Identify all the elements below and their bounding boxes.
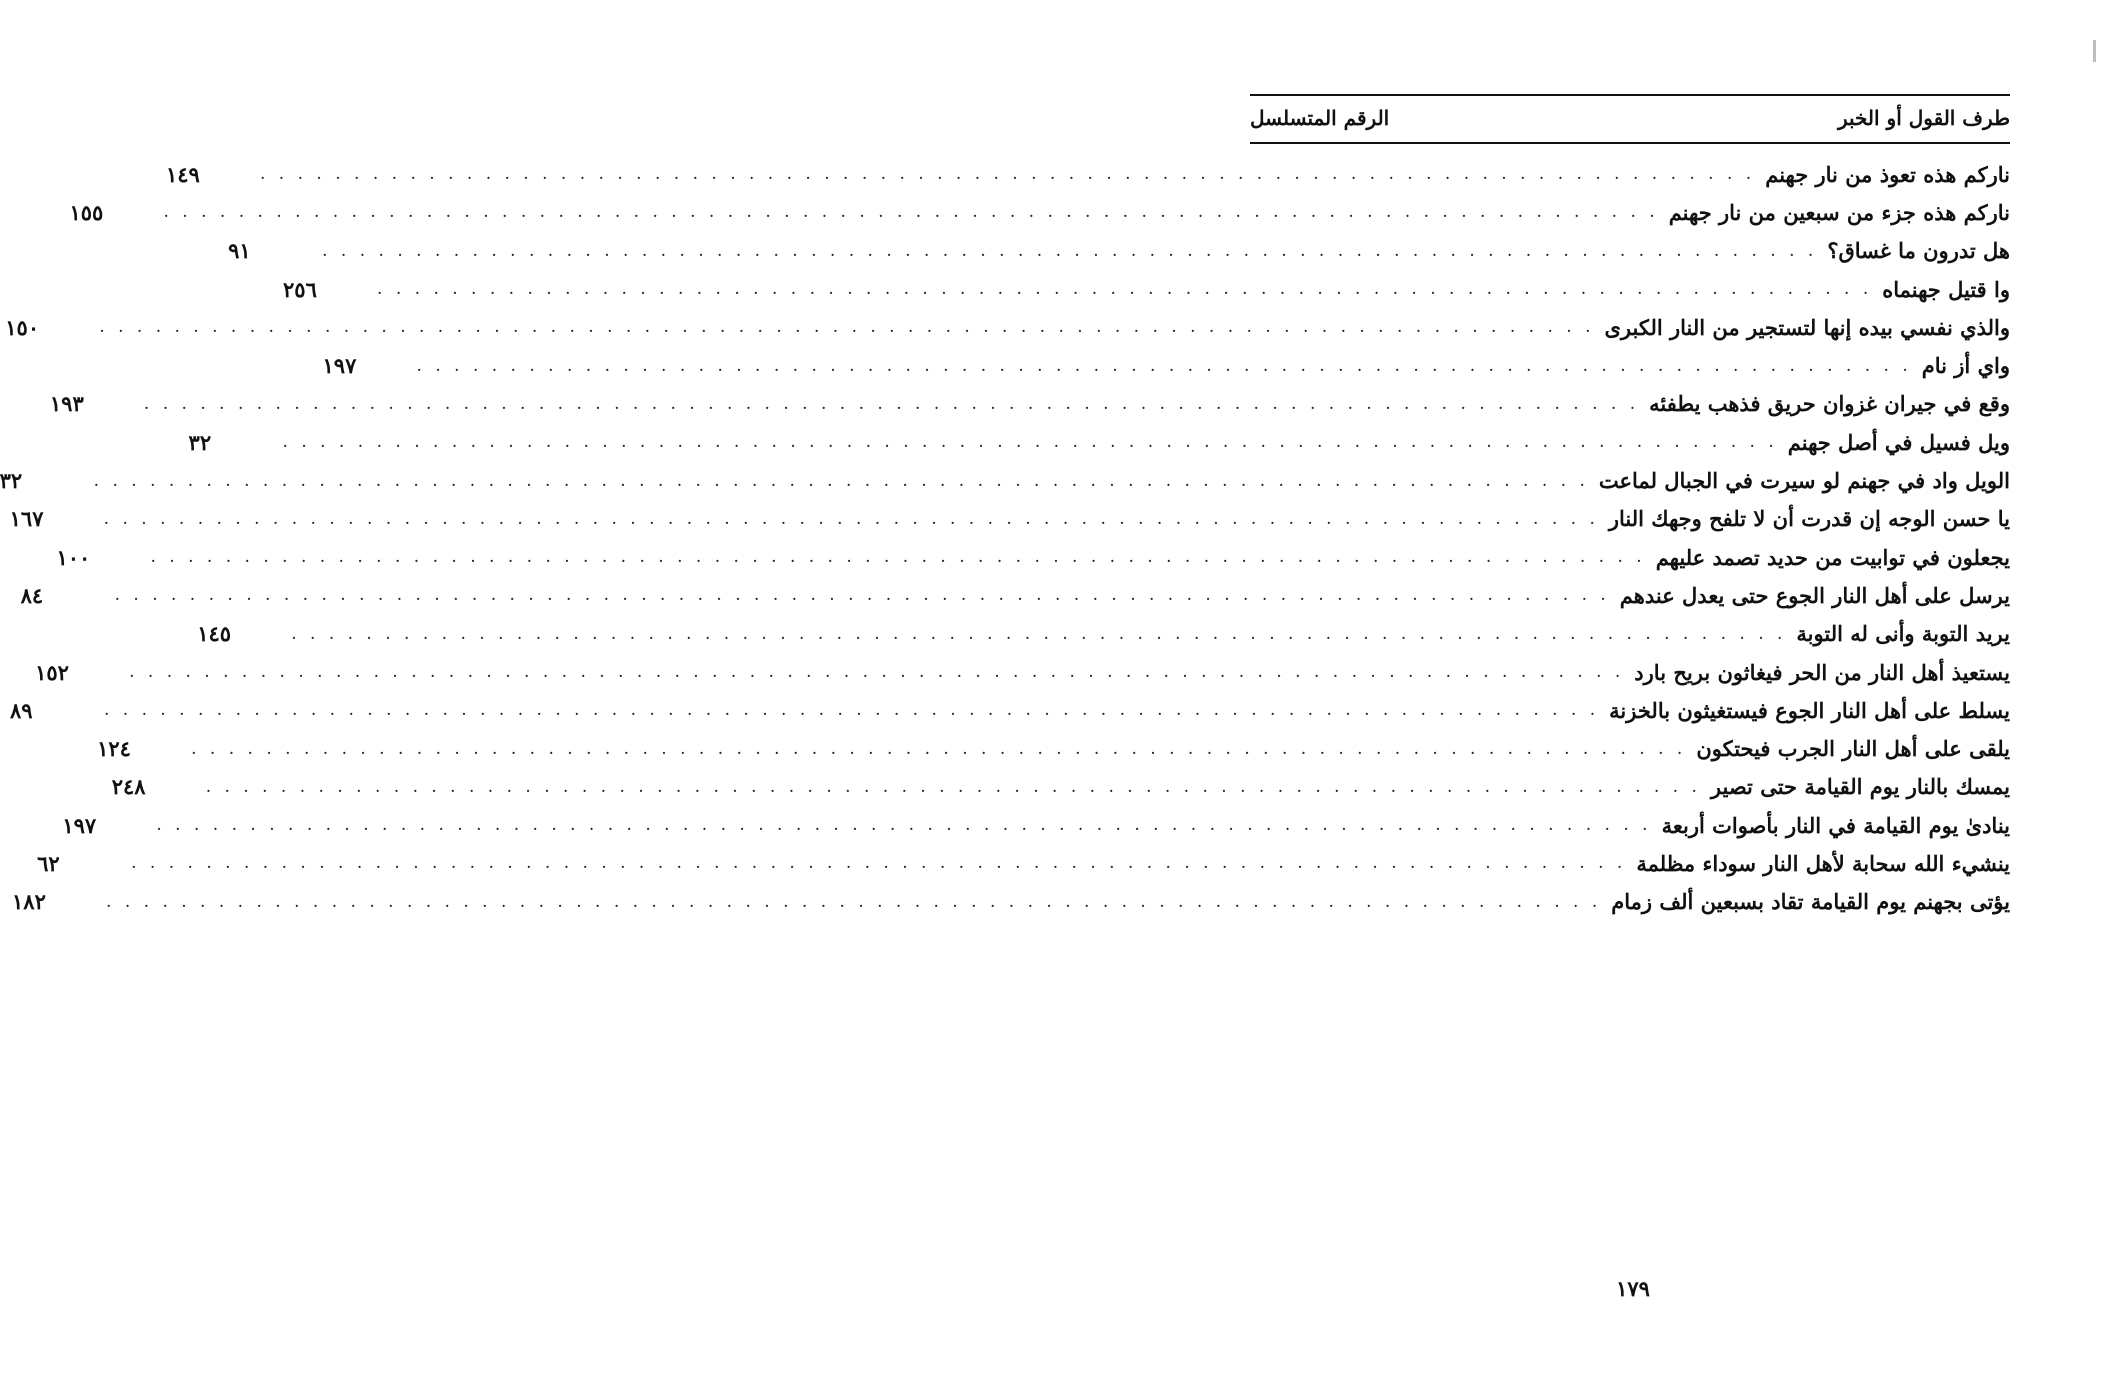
entry-phrase: ناركم هذه جزء من سبعين من نار جهنم [1668,199,2010,225]
index-entry [9,691,2010,729]
entry-serial-number: ٦٢ [37,850,60,876]
entry-serial-number: ١٤٥ [197,621,232,647]
index-entry [97,729,2010,767]
dot-leader: . . . . . . . . . . . . . . . . . . . . . . . . . . . . . . . . . . . . . . . . . . . . . . . . . . . . . . . . . . . . . . . . . . . . . . . . . . . . . . . . [143,393,1640,414]
entry-phrase: وا قتيل جهنماه [1882,276,2010,302]
entry-phrase: يلقى على أهل النار الجرب فيحتكون [1696,736,2010,762]
entry-phrase: يا حسن الوجه إن قدرت أن لا تلفح وجهك النار [1608,506,2010,532]
entry-serial-number: ١٥٠ [5,314,40,340]
table-header [1250,98,2010,138]
dot-leader: . . . . . . . . . . . . . . . . . . . . . . . . . . . . . . . . . . . . . . . . . . . . . . . . . . . . . . . . . . . . . . . . . . . . . . . . . . . . . . . . [282,432,1778,453]
entry-phrase: يؤتى بجهنم يوم القيامة تقاد بسبعين ألف زمام [1611,889,2010,915]
index-entry [9,500,2010,538]
dot-leader: . . . . . . . . . . . . . . . . . . . . . . . . . . . . . . . . . . . . . . . . . . . . . . . . . . . . . . . . . . . . . . . . . . . . . . . . . . . . . . . . [156,815,1652,836]
scan-artifact [2093,40,2096,62]
entry-serial-number: ٢٤٨ [111,774,146,800]
entry-serial-number: ١٩٧ [322,353,357,379]
dot-leader: . . . . . . . . . . . . . . . . . . . . . . . . . . . . . . . . . . . . . . . . . . . . . . . . . . . . . . . . . . . . . . . . . . . . . . . . . . . . . . . . [99,317,1595,338]
index-entry [283,270,2010,308]
header-rule [1250,142,2010,144]
entry-phrase: والذي نفسي بيده إنها لتستجير من النار الكبرى [1604,314,2010,340]
entry-serial-number: ٨٤ [20,582,44,608]
dot-leader: . . . . . . . . . . . . . . . . . . . . . . . . . . . . . . . . . . . . . . . . . . . . . . . . . . . . . . . . . . . . . . . . . . . . . . . . . . . . . . . . [129,662,1625,682]
index-entries [0,155,2010,921]
dot-leader: . . . . . . . . . . . . . . . . . . . . . . . . . . . . . . . . . . . . . . . . . . . . . . . . . . . . . . . . . . . . . . . . . . . . . . . . . . . . . . . . [191,738,1687,759]
entry-serial-number: ١٩٧ [62,812,97,838]
entry-serial-number: ٨٩ [9,697,33,723]
index-entry [69,193,2010,231]
page-number: ١٧٩ [1616,1276,1650,1301]
entry-phrase: يرسل على أهل النار الجوع حتى يعدل عندهم [1619,582,2010,608]
dot-leader: . . . . . . . . . . . . . . . . . . . . . . . . . . . . . . . . . . . . . . . . . . . . . . . . . . . . . . . . . . . . . . . . . . . . . . . . . . . . . . . . [163,202,1659,223]
index-entry [111,768,2010,806]
dot-leader: . . . . . . . . . . . . . . . . . . . . . . . . . . . . . . . . . . . . . . . . . . . . . . . . . . . . . . . . . . . . . . . . . . . . . . . . . . . . . . . . [106,891,1602,912]
dot-leader: . . . . . . . . . . . . . . . . . . . . . . . . . . . . . . . . . . . . . . . . . . . . . . . . . . . . . . . . . . . . . . . . . . . . . . . . . . . . . . . . [93,470,1589,491]
entry-phrase: يجعلون في توابيت من حديد تصمد عليهم [1655,544,2010,570]
entry-phrase: ناركم هذه تعوذ من نار جهنم [1765,161,2010,187]
entry-phrase: الويل واد في جهنم لو سيرت في الجبال لماعت [1598,468,2010,494]
entry-serial-number: ١٤٩ [166,161,200,187]
entry-phrase: واي أز نام [1921,353,2010,379]
entry-phrase: ينادىٰ يوم القيامة في النار بأصوات أربعة [1661,812,2010,838]
index-entry [197,615,2010,653]
dot-leader: . . . . . . . . . . . . . . . . . . . . . . . . . . . . . . . . . . . . . . . . . . . . . . . . . . . . . . . . . . . . . . . . . . . . . . . . . . . . . . . . [205,776,1701,797]
dot-leader: . . . . . . . . . . . . . . . . . . . . . . . . . . . . . . . . . . . . . . . . . . . . . . . . . . . . . . . . . . . . . . . . . . . . . . . . . . . . . . . . [103,508,1599,529]
entry-phrase: يسلط على أهل النار الجوع فيستغيثون بالخزنة [1609,697,2010,723]
index-entry [166,155,2010,193]
dot-leader: . . . . . . . . . . . . . . . . . . . . . . . . . . . . . . . . . . . . . . . . . . . . . . . . . . . . . . . . . . . . . . . . . . . . . . . . . . . . . . . . [260,164,1756,185]
index-entry [12,883,2010,921]
dot-leader: . . . . . . . . . . . . . . . . . . . . . . . . . . . . . . . . . . . . . . . . . . . . . . . . . . . . . . . . . . . . . . . . . . . . . . . . . . . . . . . . [131,853,1627,874]
entry-phrase: يمسك بالنار يوم القيامة حتى تصير [1710,774,2010,800]
entry-serial-number: ٣٢ [0,468,23,494]
entry-serial-number: ١٥٢ [35,659,69,685]
entry-phrase: يستعيذ أهل النار من الحر فيغاثون بريح بارد [1634,659,2010,685]
entry-serial-number: ١٨٢ [12,889,46,915]
entry-serial-number: ١٠٠ [56,544,91,570]
entry-phrase: هل تدرون ما غساق؟ [1827,238,2010,264]
dot-leader: . . . . . . . . . . . . . . . . . . . . . . . . . . . . . . . . . . . . . . . . . . . . . . . . . . . . . . . . . . . . . . . . . . . . . . . . . . . . . . . . [416,355,1912,376]
dot-leader: . . . . . . . . . . . . . . . . . . . . . . . . . . . . . . . . . . . . . . . . . . . . . . . . . . . . . . . . . . . . . . . . . . . . . . . . . . . . . . . . [377,279,1873,300]
dot-leader: . . . . . . . . . . . . . . . . . . . . . . . . . . . . . . . . . . . . . . . . . . . . . . . . . . . . . . . . . . . . . . . . . . . . . . . . . . . . . . . . [103,700,1600,721]
dot-leader: . . . . . . . . . . . . . . . . . . . . . . . . . . . . . . . . . . . . . . . . . . . . . . . . . . . . . . . . . . . . . . . . . . . . . . . . . . . . . . . . [291,623,1787,644]
index-entry [62,806,2010,844]
index-entry [56,538,2010,576]
dot-leader: . . . . . . . . . . . . . . . . . . . . . . . . . . . . . . . . . . . . . . . . . . . . . . . . . . . . . . . . . . . . . . . . . . . . . . . . . . . . . . . . [150,547,1646,568]
dot-leader: . . . . . . . . . . . . . . . . . . . . . . . . . . . . . . . . . . . . . . . . . . . . . . . . . . . . . . . . . . . . . . . . . . . . . . . . . . . . . . . . [114,585,1610,606]
top-rule [1250,94,2010,96]
index-entry [228,232,2010,270]
serial-column-heading: الرقم المتسلسل [1250,106,1390,130]
entry-serial-number: ١٥٥ [69,199,104,225]
entry-serial-number: ٩١ [228,238,251,264]
entry-phrase: ينشيء الله سحابة لأهل النار سوداء مظلمة [1636,850,2010,876]
entry-phrase: يريد التوبة وأنى له التوبة [1796,621,2010,647]
index-entry [37,844,2010,882]
entry-serial-number: ١٦٧ [9,506,44,532]
entry-serial-number: ٣٢ [188,429,212,455]
index-entry [35,653,2010,691]
index-entry [322,346,2010,384]
index-entry [0,461,2010,499]
index-entry [188,423,2010,461]
entry-serial-number: ٢٥٦ [283,276,317,302]
entry-phrase: ويل فسيل في أصل جهنم [1787,429,2010,455]
index-entry [5,308,2010,346]
index-entry [20,576,2010,614]
dot-leader: . . . . . . . . . . . . . . . . . . . . . . . . . . . . . . . . . . . . . . . . . . . . . . . . . . . . . . . . . . . . . . . . . . . . . . . . . . . . . . . . [322,240,1818,261]
phrase-column-heading: طرف القول أو الخبر [1837,106,2010,130]
entry-serial-number: ١٩٣ [49,391,84,417]
entry-serial-number: ١٢٤ [97,736,131,762]
entry-phrase: وقع في جيران غزوان حريق فذهب يطفئه [1649,391,2010,417]
index-entry [49,385,2010,423]
